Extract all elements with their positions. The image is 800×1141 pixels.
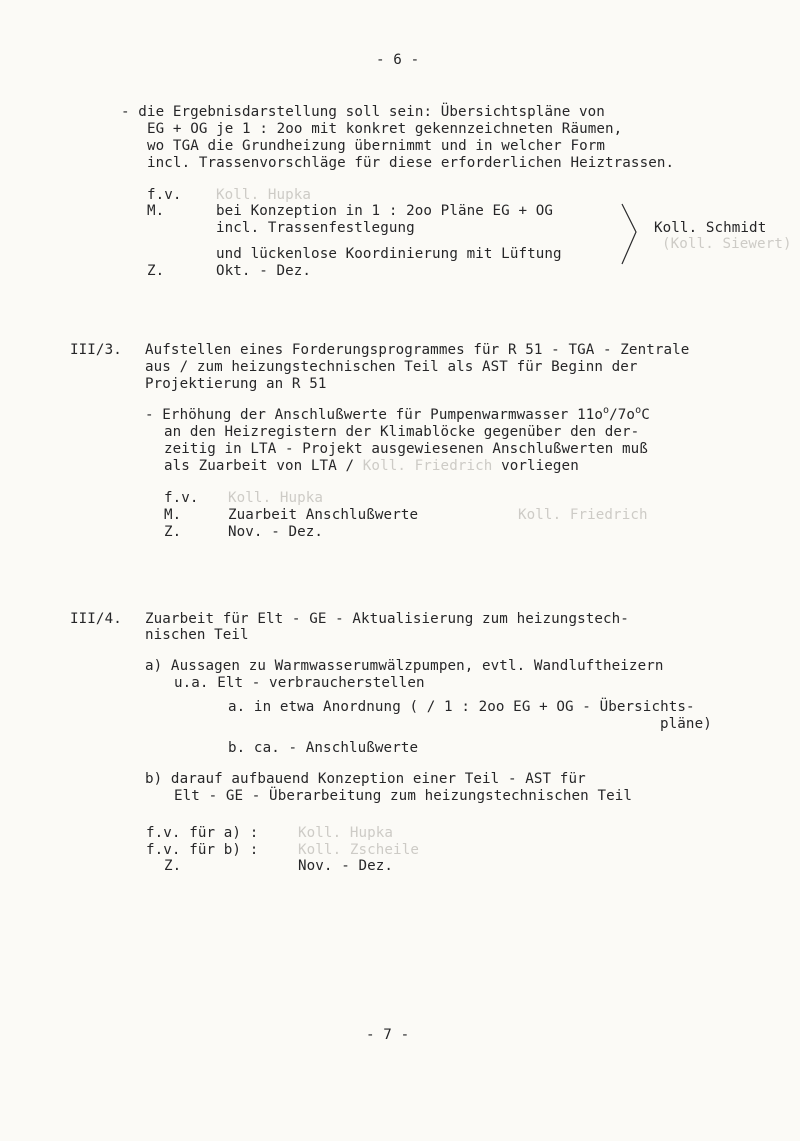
- item-a-sub-line: pläne): [660, 716, 712, 732]
- intro-line: incl. Trassenvorschläge für diese erforderlichen Heiztrassen.: [147, 155, 675, 171]
- section-line: Aufstellen eines Forderungsprogrammes für R 51 - TGA - Zentrale: [145, 342, 690, 358]
- s3-fv-label: f.v.: [164, 490, 199, 506]
- s3-fv-value: Koll. Hupka: [228, 490, 324, 506]
- item-a-sub-line: b. ca. - Anschlußwerte: [228, 740, 419, 756]
- s3-z-label: Z.: [164, 524, 182, 540]
- section-line: Projektierung an R 51: [145, 376, 327, 392]
- intro-m-line: incl. Trassenfestlegung: [216, 220, 415, 236]
- s4-fv-b-value: Koll. Zscheile: [298, 842, 419, 858]
- s4-z-value: Nov. - Dez.: [298, 858, 394, 874]
- intro-responsible: Koll. Schmidt: [654, 220, 767, 236]
- section-line: aus / zum heizungstechnischen Teil als AST für Beginn der: [145, 359, 638, 375]
- s3-m-label: M.: [164, 507, 182, 523]
- intro-line: wo TGA die Grundheizung übernimmt und in welcher Form: [147, 138, 606, 154]
- section-number: III/4.: [70, 611, 122, 627]
- intro-z-value: Okt. - Dez.: [216, 263, 312, 279]
- brace-icon: [618, 202, 644, 268]
- next-page-number: - 7 -: [366, 1027, 410, 1043]
- intro-m-line: und lückenlose Koordinierung mit Lüftung: [216, 246, 562, 262]
- bullet-line: als Zuarbeit von LTA / Koll. Friedrich vorliegen: [164, 458, 579, 474]
- bullet-line: - Erhöhung der Anschlußwerte für Pumpenwarmwasser $11o^o/7o^oC$: [145, 405, 650, 423]
- s3-z-value: Nov. - Dez.: [228, 524, 324, 540]
- item-a-line: u.a. Elt - verbraucherstellen: [174, 675, 425, 691]
- s4-fv-a-value: Koll. Hupka: [298, 825, 394, 841]
- s4-fv-b-label: f.v. für b) :: [146, 842, 259, 858]
- bullet-line: zeitig in LTA - Projekt ausgewiesenen Anschlußwerten muß: [164, 441, 648, 457]
- intro-m-label: M.: [147, 203, 165, 219]
- section-number: III/3.: [70, 342, 122, 358]
- section-line: nischen Teil: [145, 627, 249, 643]
- item-a-line: a) Aussagen zu Warmwasserumwälzpumpen, evtl. Wandluftheizern: [145, 658, 664, 674]
- item-a-sub-line: a. in etwa Anordnung ( / 1 : 2oo EG + OG - Übersichts-: [228, 699, 695, 715]
- item-b-line: Elt - GE - Überarbeitung zum heizungstechnischen Teil: [174, 788, 633, 804]
- intro-line: - die Ergebnisdarstellung soll sein: Übersichtspläne von: [121, 104, 605, 120]
- intro-fv-value: Koll. Hupka: [216, 187, 312, 203]
- s3-m-value: Zuarbeit Anschlußwerte: [228, 507, 419, 523]
- intro-z-label: Z.: [147, 263, 165, 279]
- s4-z-label: Z.: [164, 858, 182, 874]
- intro-fv-label: f.v.: [147, 187, 182, 203]
- s4-fv-a-label: f.v. für a) :: [146, 825, 259, 841]
- intro-responsible-secondary: (Koll. Siewert): [662, 236, 792, 252]
- s3-m-responsible: Koll. Friedrich: [518, 507, 648, 523]
- section-line: Zuarbeit für Elt - GE - Aktualisierung zum heizungstech-: [145, 611, 629, 627]
- item-b-line: b) darauf aufbauend Konzeption einer Teil - AST für: [145, 771, 586, 787]
- intro-m-line: bei Konzeption in 1 : 2oo Pläne EG + OG: [216, 203, 554, 219]
- page-number: - 6 -: [376, 52, 420, 68]
- bullet-line: an den Heizregistern der Klimablöcke gegenüber den der-: [164, 424, 640, 440]
- intro-line: EG + OG je 1 : 2oo mit konkret gekennzeichneten Räumen,: [147, 121, 623, 137]
